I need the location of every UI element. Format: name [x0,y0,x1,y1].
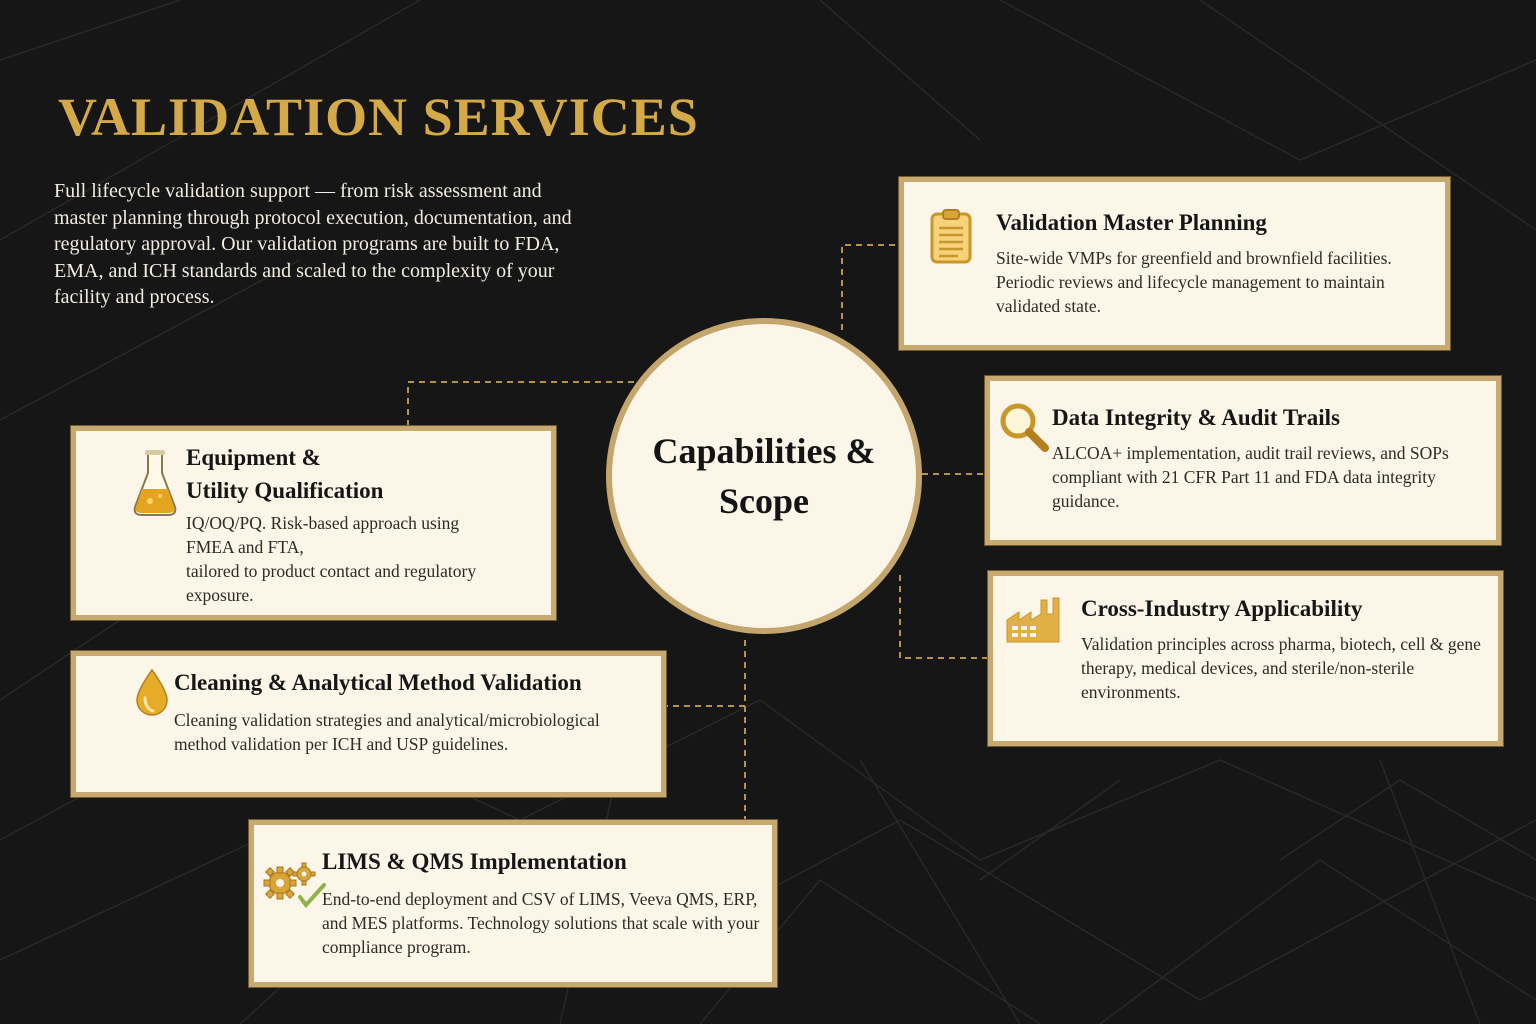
card-text [186,511,531,607]
card-cleaning-analytical [71,651,666,797]
card-title-line1: Equipment & [186,445,321,470]
center-label-line2: Scope [719,481,809,521]
flask-icon [132,449,178,517]
card-title: Data Integrity & Audit Trails [1052,405,1340,430]
connector-to-master-planning [842,245,900,330]
intro-paragraph: Full lifecycle validation support — from risk assessment and master planning through protocol execution, documentation, and regulatory approval. Our validation programs are built to FDA, EMA, and ICH standards and scaled to the complexity of your facility and process. [54,180,572,308]
connector-to-cleaning [666,640,745,706]
connector-to-equipment [408,382,634,428]
clipboard-icon [928,208,976,266]
droplet-icon [134,668,170,718]
card-text-line1: IQ/OQ/PQ. Risk-based approach using [186,513,460,533]
page-title: VALIDATION SERVICES [58,87,699,147]
magnifier-icon [998,401,1050,453]
factory-icon [1005,596,1061,644]
card-title-line2: Utility Qualification [186,478,384,503]
card-text: Cleaning validation strategies and analytical/microbiological method validation per ICH and USP guidelines. [174,710,600,754]
card-lims-qms [249,820,777,987]
card-title: Cross-Industry Applicability [1081,596,1363,621]
card-title: Cleaning & Analytical Method Validation [174,670,582,695]
card-text: Validation principles across pharma, biotech, cell & gene therapy, medical devices, and sterile/non-sterile environments. [1081,634,1481,702]
card-cross-industry [988,571,1503,746]
card-title: Validation Master Planning [996,210,1267,235]
card-text: End-to-end deployment and CSV of LIMS, Veeva QMS, ERP, and MES platforms. Technology solutions that scale with your compliance program. [322,889,760,957]
connector-to-cross-industry [900,575,990,658]
card-equipment-qualification [71,426,556,620]
center-label [639,426,889,526]
card-text: Site-wide VMPs for greenfield and brownfield facilities. Periodic reviews and lifecycle management to maintain validated state. [996,248,1392,316]
card-text-line3: tailored to product contact and regulatory exposure. [186,561,477,605]
card-validation-master-planning [899,177,1450,350]
card-data-integrity [985,376,1501,545]
card-title [186,441,526,507]
gears-check-icon [262,861,326,909]
card-text: ALCOA+ implementation, audit trail reviews, and SOPs compliant with 21 CFR Part 11 and FDA data integrity guidance. [1052,443,1449,511]
card-title: LIMS & QMS Implementation [322,849,627,874]
center-hub [606,318,922,634]
center-label-line1: Capabilities & [652,431,876,471]
card-text-line2: FMEA and FTA, [186,537,304,557]
